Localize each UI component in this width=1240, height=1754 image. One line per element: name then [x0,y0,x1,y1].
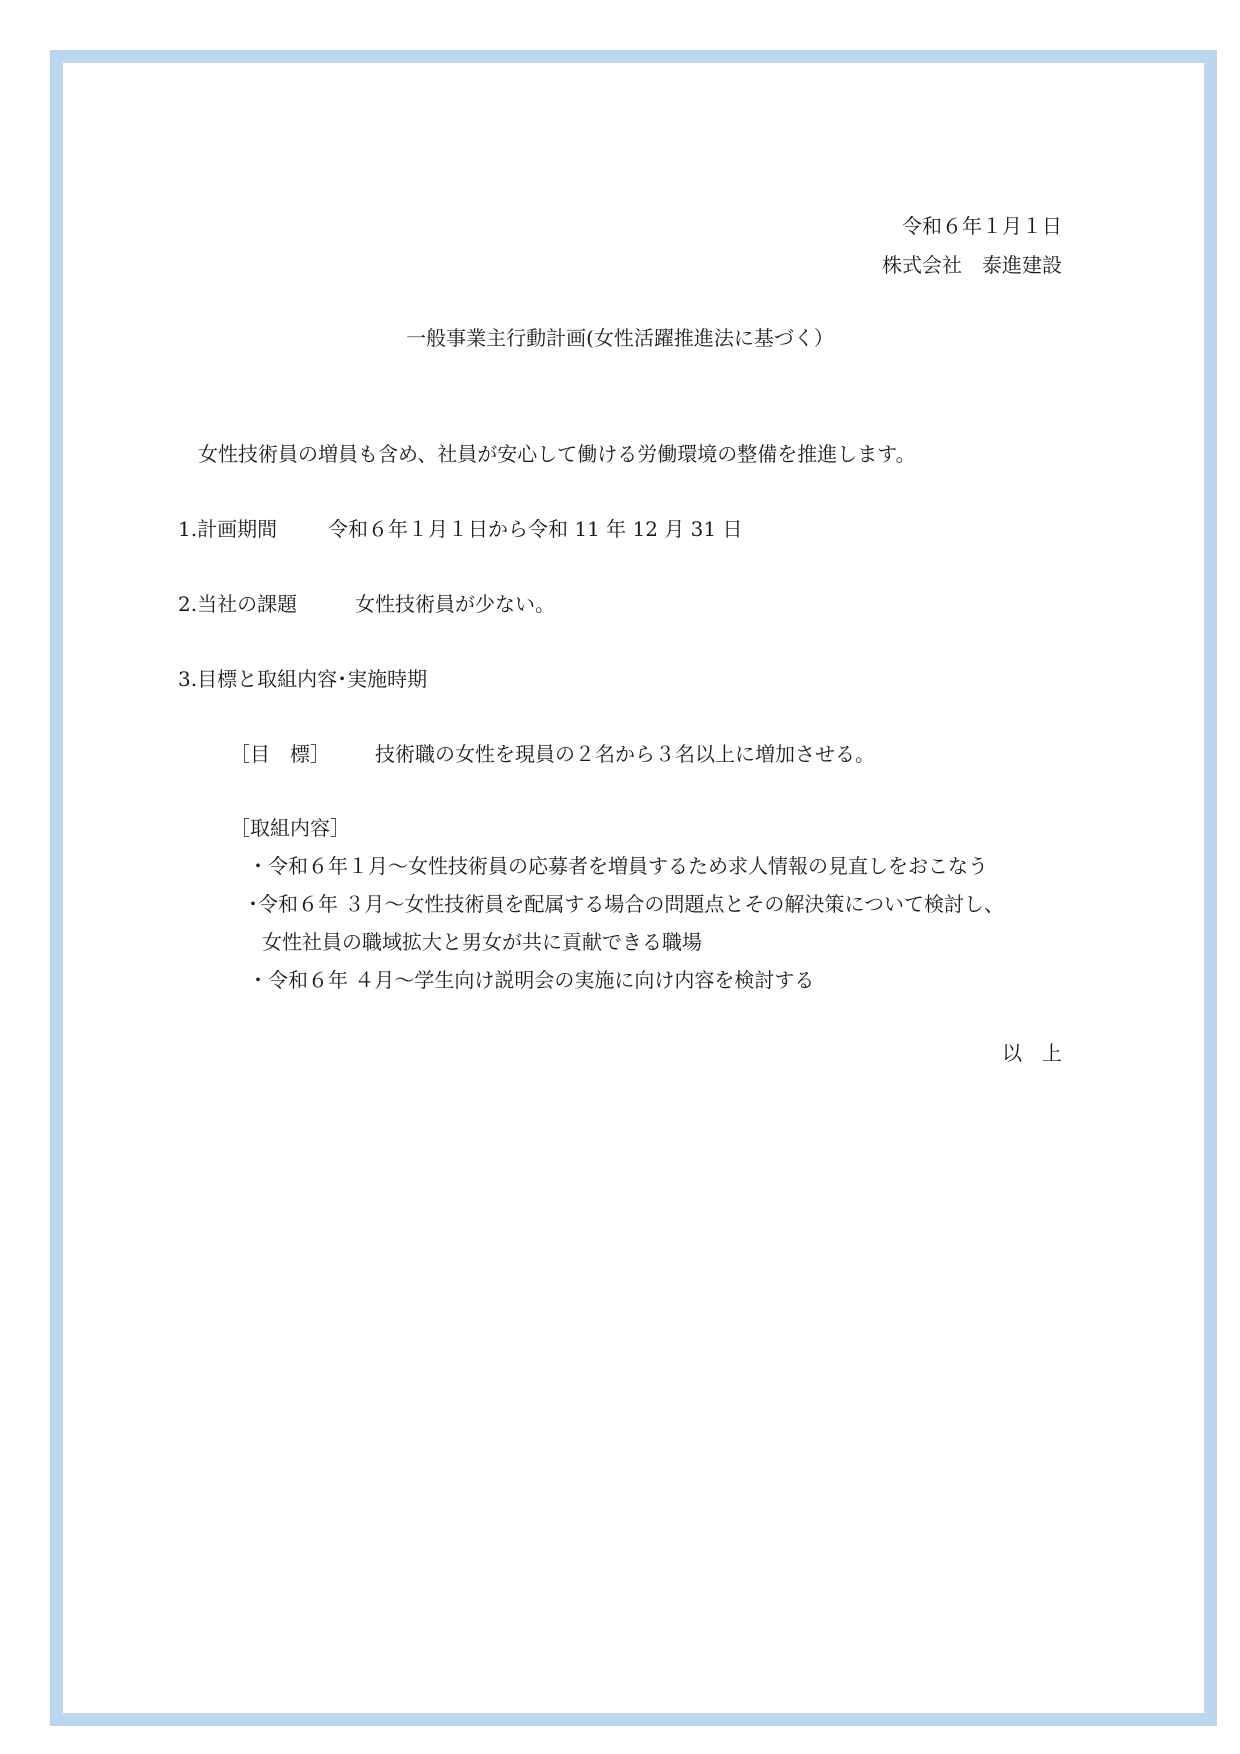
section-3-label: 3.目標と取組内容･実施時期 [178,667,428,691]
company-name: 株式会社 泰進建設 [882,253,1062,277]
section-2-label: 2.当社の課題 [178,592,298,616]
goal-text: 技術職の女性を現員の２名から３名以上に増加させる。 [375,742,875,766]
document-date: 令和６年１月１日 [902,214,1062,238]
document-title: 一般事業主行動計画(女性活躍推進法に基づく） [406,326,834,350]
intro-paragraph: 女性技術員の増員も含め、社員が安心して働ける労働環境の整備を推進します。 [198,442,916,466]
section-2-value: 女性技術員が少ない。 [355,592,555,616]
initiative-item: ・令和６年１月～女性技術員の応募者を増員するため求人情報の見直しをおこなう [248,854,988,878]
page-border [50,50,1217,1726]
initiative-item: ・令和６年 ４月～学生向け説明会の実施に向け内容を検討する [248,968,815,992]
initiative-item-continuation: 女性社員の職域拡大と男女が共に貢献できる職場 [262,930,702,954]
initiatives-label: ［取組内容］ [230,816,350,840]
initiative-item: ･令和６年 ３月～女性技術員を配属する場合の問題点とその解決策について検討し、 [248,892,1004,916]
section-1-label: 1.計画期間 [178,517,278,541]
goal-label: ［目 標］ [230,742,330,766]
closing-mark: 以 上 [1002,1041,1062,1065]
section-1-value: 令和６年１月１日から令和 11 年 12 月 31 日 [328,517,743,541]
